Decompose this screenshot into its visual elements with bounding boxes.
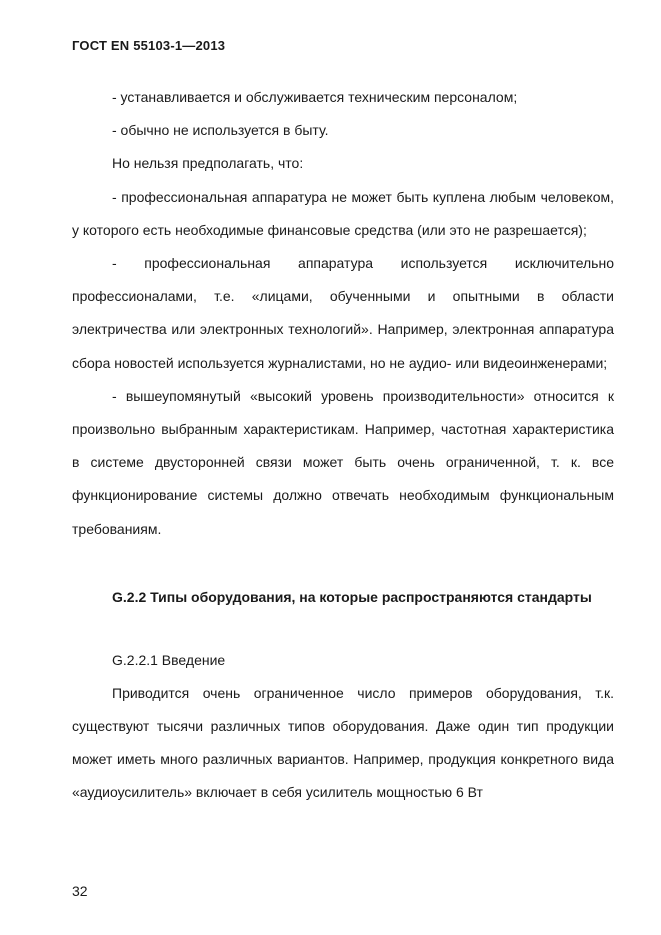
paragraph: Но нельзя предполагать, что: bbox=[112, 155, 304, 172]
paragraph: - профессиональная аппаратура не может быть куплена любым человеком, у которого есть необходимые финансовые средства (или это не разрешается); bbox=[72, 188, 614, 238]
paragraph: - устанавливается и обслуживается техническим персоналом; bbox=[112, 89, 518, 105]
section-heading: G.2.2 Типы оборудования, на которые распространяются стандарты bbox=[112, 588, 592, 605]
body-text bbox=[72, 81, 614, 810]
paragraph: - обычно не используется в быту. bbox=[112, 122, 329, 139]
subsection-heading: G.2.2.1 Введение bbox=[112, 651, 226, 668]
paragraph: - вышеупомянутый «высокий уровень производительности» относится к произвольно выбранным характеристикам. Например, частотная характеристика в системе двусторонней связи может быть очень ограниченной, т. к. все функционирование системы должно отвечать необходимым функциональным требованиям. bbox=[72, 387, 614, 537]
paragraph: Приводится очень ограниченное число примеров оборудования, т.к. существуют тысячи различных типов оборудования. Даже один тип продукции может иметь много различных вариантов. Например, продукция конкретного вида «аудиоусилитель» включает в себя усилитель мощностью 6 Вт bbox=[72, 684, 614, 801]
paragraph: - профессиональная аппаратура используется исключительно профессионалами, т.е. «лицами, обученными и опытными в области электричества или электронных технологий». Например, электронная аппаратура сбора новостей используется журналистами, но не аудио- или видеоинженерами; bbox=[72, 255, 614, 371]
document-header-code: ГОСТ EN 55103-1—2013 bbox=[72, 38, 226, 53]
page-number: 32 bbox=[72, 883, 88, 899]
